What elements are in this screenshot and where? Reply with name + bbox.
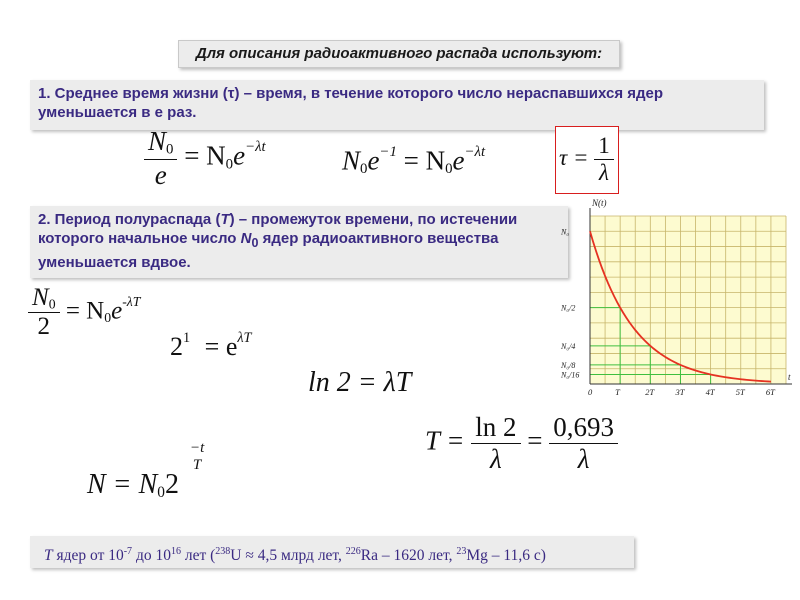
x-tick-label: 6T xyxy=(765,387,775,397)
x-tick-label: 0 xyxy=(588,387,593,397)
y-tick-label: N₀/8 xyxy=(561,360,576,370)
x-tick-label: 2T xyxy=(645,387,655,397)
formula-half-life-1: $\frac{N_0}{2}$ = $N_0e^{-\lambda T}$ xyxy=(28,284,140,341)
formula-decay-law: $N = N_02$ −t T xyxy=(87,440,205,501)
y-axis-label: N(t) xyxy=(592,198,607,208)
x-tick-label: 4T xyxy=(705,387,715,397)
half-life-definition: 2. Период полураспада (T) – промежуток времени, по истечении которого начальное число $N_0$ ядер радиоактивного вещества уменьшается вдвое. xyxy=(30,206,568,278)
chart-background xyxy=(590,216,786,384)
formula-tau: τ = $\frac{1}{\lambda}$ xyxy=(559,133,614,186)
y-tick-label: N₀ xyxy=(561,227,570,237)
x-tick-label: 5T xyxy=(735,387,745,397)
formula-half-life-2: $2^1 = e^{\lambda T}$ xyxy=(170,330,252,361)
formula-mean-life-1: $\frac{N_0}{e}$ = $N_0e^{-\lambda t}$ xyxy=(144,126,266,191)
x-tick-label: T xyxy=(615,387,620,397)
y-tick-label: N₀/4 xyxy=(561,341,576,351)
x-tick-label: 3T xyxy=(675,387,685,397)
y-tick-label: N₀/2 xyxy=(561,303,576,313)
x-axis-label: t xyxy=(788,372,791,382)
slide-title: Для описания радиоактивного распада используют: xyxy=(178,40,620,68)
formula-ln2: ln 2 = λT xyxy=(308,367,412,398)
mean-life-definition: 1. Среднее время жизни (τ) – время, в течение которого число нераспавшихся ядер уменьшается в e раз. xyxy=(30,80,764,130)
formula-period: T = $\frac{\ln 2}{\lambda}$ = $\frac{0,693}{\lambda}$ xyxy=(425,412,618,475)
decay-chart xyxy=(560,196,800,404)
y-tick-label: N₀/16 xyxy=(561,370,580,380)
half-life-examples: T ядер от $10^{-7}$ до $10^{16}$ лет ($^{238}$U ≈ 4,5 млрд лет, $^{226}$Ra – 1620 лет, $^{23}$Mg – 11,6 с) xyxy=(30,536,634,568)
formula-mean-life-2: $N_0e^{-1} = N_0e^{-\lambda t}$ xyxy=(342,144,486,178)
